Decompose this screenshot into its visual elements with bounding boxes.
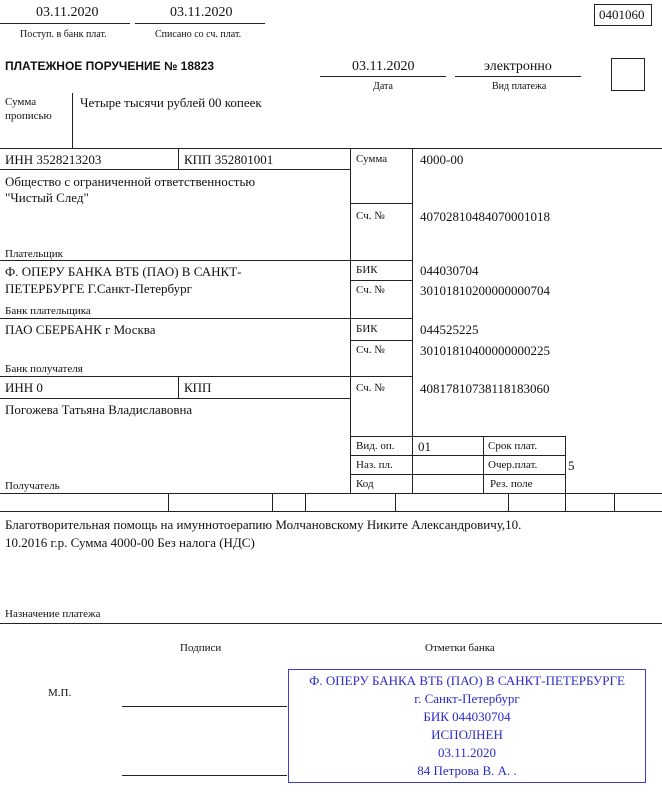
payment-type-label: Вид платежа [492,81,547,92]
debited-date: 03.11.2020 [170,5,233,20]
divider [0,623,662,624]
divider [0,169,350,170]
amount-words-label: Сумма [5,96,37,108]
purpose-text: Благотворительная помощь на имуннотоерапию Молчановскому Никите Александровичу,10. [5,517,522,532]
divider [350,203,412,204]
stamp-status: ИСПОЛНЕН [431,727,503,742]
payee-name: Погожева Татьяна Владиславовна [5,402,193,417]
divider [350,455,565,456]
payer-name: Общество с ограниченной ответственностью [5,174,256,189]
divider [72,93,73,148]
divider [350,474,565,475]
divider [614,493,615,511]
order-date: 03.11.2020 [352,59,415,74]
mp-label: М.П. [48,687,72,699]
payee-bank-bik: 044525225 [420,322,479,337]
divider [168,493,169,511]
srok-label: Срок плат. [488,440,538,452]
bank-stamp [288,669,646,783]
divider [0,511,662,512]
divider [350,340,412,341]
ocher-value: 5 [568,458,575,473]
divider [455,76,581,77]
divider [0,148,662,149]
divider [272,493,273,511]
form-code-box [594,4,652,26]
divider [320,76,446,77]
form-code: 0401060 [599,7,645,22]
divider [0,493,662,494]
stamp-operator: 84 Петрова В. А. . [417,763,517,778]
payer-bank-account: 30101810200000000704 [420,283,550,298]
payer-bank-name: Ф. ОПЕРУ БАНКА ВТБ (ПАО) В САНКТ- [5,264,242,279]
payee-bank-name: ПАО СБЕРБАНК г Москва [5,322,156,337]
ocher-label: Очер.плат. [488,459,538,471]
payer-account: 40702810484070001018 [420,209,550,224]
payer-bank-account-label: Сч. № [356,284,385,296]
divider [508,493,509,511]
page-title: ПЛАТЕЖНОЕ ПОРУЧЕНИЕ № 18823 [5,59,215,73]
purpose-text-2: 10.2016 г.р. Сумма 4000-00 Без налога (НДС) [5,535,255,550]
bank-marks-label: Отметки банка [425,642,495,654]
payer-bank-label: Банк плательщика [5,305,91,317]
stamp-bik: БИК 044030704 [423,709,511,724]
payee-kpp: КПП [184,380,212,395]
signature-line [122,706,287,707]
debited-label: Списано со сч. плат. [155,29,242,40]
signatures-label: Подписи [180,642,222,654]
order-date-label: Дата [373,81,393,92]
payer-label: Плательщик [5,248,63,260]
divider [412,436,413,493]
divider [412,148,413,436]
divider [178,148,179,169]
payer-bank-bik: 044030704 [420,263,479,278]
divider [350,148,351,493]
payee-account: 40817810738118183060 [420,381,550,396]
divider [565,436,566,493]
payee-bank-account: 30101810400000000225 [420,343,550,358]
divider [350,280,412,281]
stamp-city: г. Санкт-Петербург [414,691,520,706]
received-label: Поступ. в банк плат. [20,29,107,40]
payer-bank-name-2: ПЕТЕРБУРГЕ Г.Санкт-Петербург [5,281,193,296]
divider [0,398,350,399]
payer-inn: ИНН 3528213203 [5,152,102,167]
sum-value: 4000-00 [420,152,464,167]
vid-op-value: 01 [418,439,431,454]
divider [135,23,265,24]
naz-pl-label: Наз. пл. [356,459,393,471]
purpose-label: Назначение платежа [5,608,101,620]
vid-op-label: Вид. оп. [356,440,395,452]
divider [0,23,130,24]
empty-box [611,58,645,91]
payee-bank-bik-label: БИК [356,323,378,335]
payee-bank-label: Банк получателя [5,363,83,375]
payer-account-label: Сч. № [356,210,385,222]
payee-inn: ИНН 0 [5,380,43,395]
payer-bank-bik-label: БИК [356,264,378,276]
payee-label: Получатель [5,480,60,492]
divider [395,493,396,511]
divider [178,376,179,398]
divider [483,436,484,493]
amount-words-label-2: прописью [5,110,52,122]
payer-name-2: "Чистый След" [5,190,89,205]
signature-line [122,775,287,776]
stamp-date: 03.11.2020 [437,745,497,760]
rez-label: Рез. поле [490,478,533,490]
divider [305,493,306,511]
kod-label: Код [356,478,374,490]
amount-words-value: Четыре тысячи рублей 00 копеек [80,95,262,110]
stamp-bank-name: Ф. ОПЕРУ БАНКА ВТБ (ПАО) В САНКТ-ПЕТЕРБУРГЕ [309,673,625,688]
payee-account-label: Сч. № [356,382,385,394]
payee-bank-account-label: Сч. № [356,344,385,356]
received-date: 03.11.2020 [36,5,99,20]
divider [350,436,565,437]
payer-kpp: КПП 352801001 [184,152,274,167]
payment-type: электронно [484,59,552,74]
sum-label: Сумма [356,153,388,165]
divider [565,493,566,511]
